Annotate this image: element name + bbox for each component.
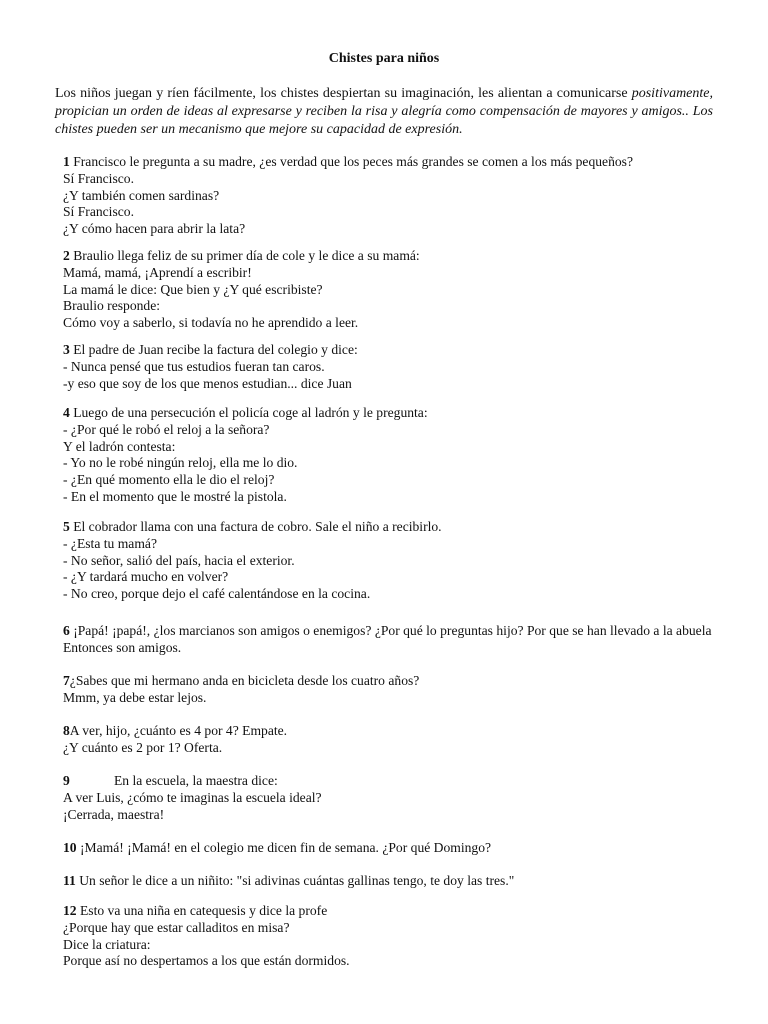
joke-line: Porque así no despertamos a los que están dormidos.	[63, 953, 350, 969]
joke-text: ¡Mamá! ¡Mamá! en el colegio me dicen fin de semana. ¿Por qué Domingo?	[76, 840, 492, 855]
joke-line: - No señor, salió del país, hacia el exterior.	[63, 552, 295, 568]
page-title: Chistes para niños	[328, 51, 440, 66]
joke-first-line	[63, 623, 723, 657]
joke-line: Y el ladrón contesta:	[63, 438, 176, 454]
joke-line: - Nunca pensé que tus estudios fueran tan caros.	[63, 358, 325, 374]
joke-item	[63, 154, 723, 238]
joke-item	[63, 903, 723, 970]
joke-text: ¡Papá! ¡papá!, ¿los marcianos son amigos o enemigos? ¿Por qué lo preguntas hijo? Por que se han llevado a la abuela Entonces son amigos.	[63, 623, 712, 655]
joke-item	[63, 673, 723, 707]
joke-text: El padre de Juan recibe la factura del colegio y dice:	[69, 342, 358, 357]
joke-text: Un señor le dice a un niñito: "si adivinas cuántas gallinas tengo, te doy las tres."	[75, 873, 515, 888]
joke-item	[63, 519, 723, 603]
joke-line: Sí Francisco.	[63, 204, 134, 220]
joke-text: Esto va una niña en catequesis y dice la profe	[76, 903, 328, 918]
joke-first-line	[63, 248, 723, 265]
joke-line: Cómo voy a saberlo, si todavía no he aprendido a leer.	[63, 315, 359, 331]
joke-text: Francisco le pregunta a su madre, ¿es verdad que los peces más grandes se comen a los más pequeños?	[69, 154, 633, 169]
joke-line: Mmm, ya debe estar lejos.	[63, 689, 207, 705]
joke-number: 12	[63, 903, 77, 918]
joke-line: - ¿Y tardará mucho en volver?	[63, 569, 229, 585]
joke-line: ¿Y cuánto es 2 por 1? Oferta.	[63, 739, 223, 755]
joke-item	[63, 342, 723, 392]
joke-number: 9	[63, 773, 70, 788]
joke-first-line	[63, 873, 723, 890]
joke-number: 8	[63, 723, 70, 738]
joke-number: 3	[63, 342, 70, 357]
joke-number: 11	[63, 873, 76, 888]
joke-text: A ver, hijo, ¿cuánto es 4 por 4? Empate.	[69, 723, 288, 738]
joke-line: Mamá, mamá, ¡Aprendí a escribir!	[63, 264, 252, 280]
joke-line: - ¿Por qué le robó el reloj a la señora?	[63, 421, 270, 437]
joke-text: ¿Sabes que mi hermano anda en bicicleta desde los cuatro años?	[69, 673, 420, 688]
joke-first-line	[63, 773, 723, 790]
joke-line: - ¿Esta tu mamá?	[63, 535, 157, 551]
joke-line: ¡Cerrada, maestra!	[63, 806, 165, 822]
joke-line: A ver Luis, ¿cómo te imaginas la escuela ideal?	[63, 789, 322, 805]
joke-first-line	[63, 723, 723, 740]
joke-number: 6	[63, 623, 70, 638]
joke-number: 4	[63, 405, 70, 420]
joke-line: - En el momento que le mostré la pistola.	[63, 488, 287, 504]
joke-item	[63, 248, 723, 332]
joke-line: Braulio responde:	[63, 298, 161, 314]
intro-paragraph	[55, 85, 713, 139]
intro-text-italic: positivamente, propician un orden de ideas al expresarse y reciben la risa y alegría como compensación de mayores y amigos.. Los chistes pueden ser un mecanismo que mejore su capacidad de expresión.	[55, 86, 713, 137]
joke-item	[63, 623, 723, 657]
joke-first-line	[63, 840, 723, 857]
joke-text: Luego de una persecución el policía coge al ladrón y le pregunta:	[69, 405, 428, 420]
joke-number: 7	[63, 673, 70, 688]
joke-line: - ¿En qué momento ella le dio el reloj?	[63, 472, 275, 488]
joke-first-line	[63, 903, 723, 920]
joke-line: -y eso que soy de los que menos estudian... dice Juan	[63, 375, 352, 391]
joke-line: ¿Y cómo hacen para abrir la lata?	[63, 221, 246, 237]
joke-line: Dice la criatura:	[63, 936, 151, 952]
joke-first-line	[63, 154, 723, 171]
joke-first-line	[63, 519, 723, 536]
joke-item	[63, 873, 723, 890]
joke-item	[63, 723, 723, 757]
joke-line: Sí Francisco.	[63, 170, 134, 186]
joke-line: ¿Porque hay que estar calladitos en misa?	[63, 919, 290, 935]
joke-line: La mamá le dice: Que bien y ¿Y qué escribiste?	[63, 281, 323, 297]
joke-text: Braulio llega feliz de su primer día de cole y le dice a su mamá:	[69, 248, 420, 263]
joke-first-line	[63, 342, 723, 359]
intro-text-plain: Los niños juegan y ríen fácilmente, los chistes despiertan su imaginación, les alientan a comunicarse	[55, 86, 632, 101]
joke-line: - No creo, porque dejo el café calentándose en la cocina.	[63, 586, 371, 602]
joke-text: En la escuela, la maestra dice:	[69, 773, 278, 788]
joke-number: 2	[63, 248, 70, 263]
joke-first-line	[63, 405, 723, 422]
joke-number: 10	[63, 840, 77, 855]
joke-line: ¿Y también comen sardinas?	[63, 187, 220, 203]
joke-item	[63, 773, 723, 823]
joke-text: El cobrador llama con una factura de cobro. Sale el niño a recibirlo.	[69, 519, 442, 534]
joke-item	[63, 405, 723, 506]
joke-first-line	[63, 673, 723, 690]
joke-number: 1	[63, 154, 70, 169]
joke-number: 5	[63, 519, 70, 534]
joke-item	[63, 840, 723, 857]
joke-line: - Yo no le robé ningún reloj, ella me lo dio.	[63, 455, 298, 471]
